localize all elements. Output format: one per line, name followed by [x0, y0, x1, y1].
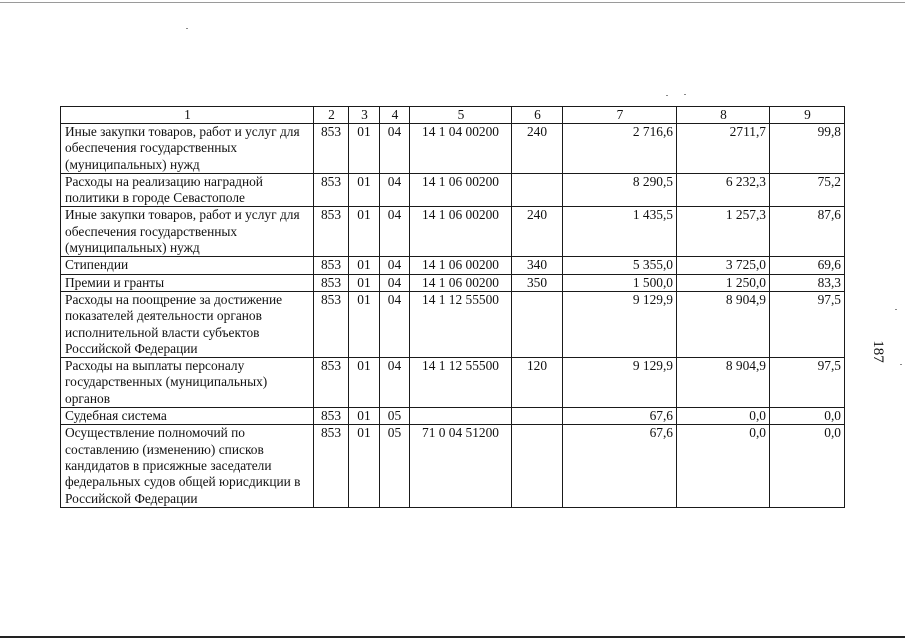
planned-amount: 67,6: [563, 408, 677, 425]
execution-percent: 87,6: [770, 207, 845, 257]
expense-type-code: [512, 173, 563, 207]
subsection-code: 05: [380, 425, 410, 507]
grbs-code: 853: [314, 425, 349, 507]
target-article-code: 71 0 04 51200: [410, 425, 512, 507]
planned-amount: 2 716,6: [563, 124, 677, 174]
subsection-code: 04: [380, 173, 410, 207]
scan-speck: [186, 28, 188, 29]
table-row: [61, 274, 845, 291]
subsection-code: 04: [380, 124, 410, 174]
expense-name: Иные закупки товаров, работ и услуг для обеспечения государственных (муниципальных) нужд: [61, 207, 314, 257]
planned-amount: 67,6: [563, 425, 677, 507]
column-number-1: 1: [61, 107, 314, 124]
expense-name: Судебная система: [61, 408, 314, 425]
planned-amount: 1 435,5: [563, 207, 677, 257]
target-article-code: 14 1 12 55500: [410, 358, 512, 408]
target-article-code: 14 1 06 00200: [410, 257, 512, 274]
target-article-code: 14 1 12 55500: [410, 291, 512, 357]
expense-type-code: [512, 408, 563, 425]
scan-speck: [900, 364, 902, 365]
subsection-code: 04: [380, 257, 410, 274]
expense-name: Расходы на выплаты персоналу государственных (муниципальных) органов: [61, 358, 314, 408]
section-code: 01: [349, 358, 380, 408]
planned-amount: 8 290,5: [563, 173, 677, 207]
table-row: [61, 257, 845, 274]
target-article-code: 14 1 06 00200: [410, 173, 512, 207]
column-number-9: 9: [770, 107, 845, 124]
expense-type-code: [512, 425, 563, 507]
execution-percent: 75,2: [770, 173, 845, 207]
table-row: [61, 173, 845, 207]
column-number-3: 3: [349, 107, 380, 124]
target-article-code: 14 1 06 00200: [410, 274, 512, 291]
planned-amount: 9 129,9: [563, 291, 677, 357]
grbs-code: 853: [314, 291, 349, 357]
execution-percent: 0,0: [770, 425, 845, 507]
budget-execution-table: [60, 106, 845, 508]
target-article-code: 14 1 06 00200: [410, 207, 512, 257]
execution-percent: 83,3: [770, 274, 845, 291]
expense-type-code: 340: [512, 257, 563, 274]
execution-percent: 97,5: [770, 291, 845, 357]
expense-type-code: 120: [512, 358, 563, 408]
subsection-code: 04: [380, 207, 410, 257]
scan-speck: [684, 94, 686, 95]
actual-amount: 0,0: [677, 408, 770, 425]
page-bottom-edge: [0, 636, 905, 638]
subsection-code: 05: [380, 408, 410, 425]
column-number-6: 6: [512, 107, 563, 124]
target-article-code: [410, 408, 512, 425]
column-number-8: 8: [677, 107, 770, 124]
section-code: 01: [349, 124, 380, 174]
grbs-code: 853: [314, 173, 349, 207]
execution-percent: 0,0: [770, 408, 845, 425]
table-row: [61, 207, 845, 257]
expense-name: Стипендии: [61, 257, 314, 274]
actual-amount: 2711,7: [677, 124, 770, 174]
grbs-code: 853: [314, 408, 349, 425]
section-code: 01: [349, 425, 380, 507]
expense-name: Иные закупки товаров, работ и услуг для обеспечения государственных (муниципальных) нужд: [61, 124, 314, 174]
subsection-code: 04: [380, 274, 410, 291]
column-number-5: 5: [410, 107, 512, 124]
section-code: 01: [349, 173, 380, 207]
planned-amount: 1 500,0: [563, 274, 677, 291]
section-code: 01: [349, 207, 380, 257]
grbs-code: 853: [314, 207, 349, 257]
section-code: 01: [349, 291, 380, 357]
table-row: [61, 291, 845, 357]
expense-type-code: 350: [512, 274, 563, 291]
grbs-code: 853: [314, 274, 349, 291]
planned-amount: 9 129,9: [563, 358, 677, 408]
expense-type-code: [512, 291, 563, 357]
table-row: [61, 358, 845, 408]
target-article-code: 14 1 04 00200: [410, 124, 512, 174]
actual-amount: 8 904,9: [677, 358, 770, 408]
execution-percent: 69,6: [770, 257, 845, 274]
actual-amount: 0,0: [677, 425, 770, 507]
table-row: [61, 408, 845, 425]
planned-amount: 5 355,0: [563, 257, 677, 274]
execution-percent: 97,5: [770, 358, 845, 408]
actual-amount: 1 250,0: [677, 274, 770, 291]
actual-amount: 6 232,3: [677, 173, 770, 207]
header-row: [61, 107, 845, 124]
actual-amount: 1 257,3: [677, 207, 770, 257]
table-row: [61, 124, 845, 174]
expense-name: Премии и гранты: [61, 274, 314, 291]
execution-percent: 99,8: [770, 124, 845, 174]
scan-speck: [666, 95, 668, 96]
column-number-7: 7: [563, 107, 677, 124]
page-top-edge: [0, 2, 905, 3]
actual-amount: 8 904,9: [677, 291, 770, 357]
expense-name: Осуществление полномочий по составлению (изменению) списков кандидатов в присяжные заседатели федеральных судов общей юрисдикции в Российской Федерации: [61, 425, 314, 507]
section-code: 01: [349, 257, 380, 274]
expense-name: Расходы на поощрение за достижение показателей деятельности органов исполнительной власти субъектов Российской Федерации: [61, 291, 314, 357]
subsection-code: 04: [380, 358, 410, 408]
scan-speck: [895, 309, 897, 310]
column-number-2: 2: [314, 107, 349, 124]
expense-name: Расходы на реализацию наградной политики в городе Севастополе: [61, 173, 314, 207]
section-code: 01: [349, 408, 380, 425]
grbs-code: 853: [314, 358, 349, 408]
actual-amount: 3 725,0: [677, 257, 770, 274]
grbs-code: 853: [314, 124, 349, 174]
expense-type-code: 240: [512, 207, 563, 257]
grbs-code: 853: [314, 257, 349, 274]
subsection-code: 04: [380, 291, 410, 357]
section-code: 01: [349, 274, 380, 291]
expense-type-code: 240: [512, 124, 563, 174]
table-row: [61, 425, 845, 507]
column-number-4: 4: [380, 107, 410, 124]
page-number: 187: [869, 340, 886, 363]
